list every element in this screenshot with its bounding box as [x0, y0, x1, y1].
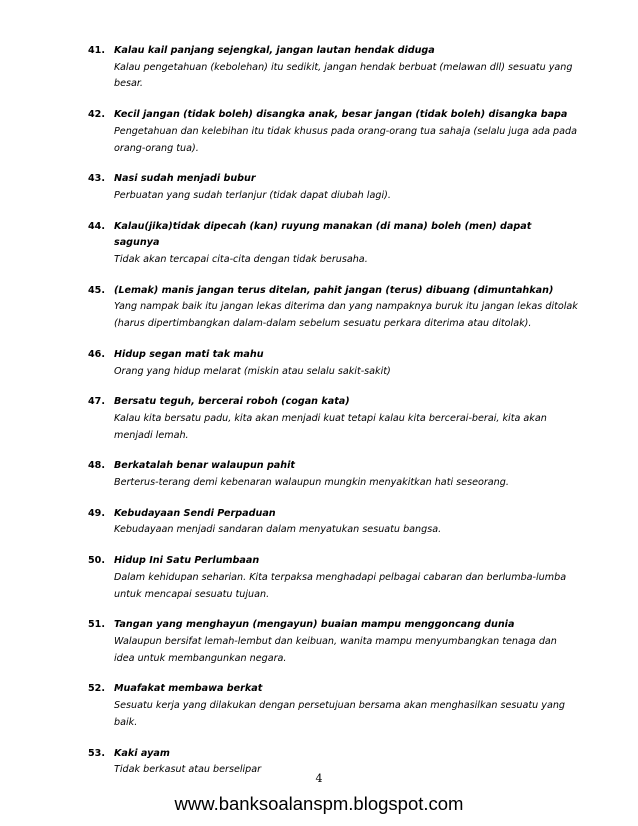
item-number: 41. — [88, 45, 105, 56]
proverb-meaning: Tidak akan tercapai cita-cita dengan tidak berusaha. — [114, 254, 368, 266]
item-number: 43. — [88, 173, 105, 185]
proverb-meaning: Berterus-terang demi kebenaran walaupun mungkin menyakitkan hati seseorang. — [114, 477, 509, 489]
list-item — [88, 617, 578, 667]
list-item — [88, 681, 578, 731]
website-footer: www.banksoalanspm.blogspot.com — [174, 793, 464, 814]
proverb-meaning: Kalau kita bersatu padu, kita akan menjadi kuat tetapi kalau kita bercerai-berai, kita akan menjadi lemah. — [114, 412, 547, 441]
proverb-title: Muafakat membawa berkat — [114, 683, 263, 695]
proverb-title: Nasi sudah menjadi bubur — [114, 173, 256, 185]
proverb-title: Hidup segan mati tak mahu — [114, 348, 264, 360]
proverb-title: Bersatu teguh, bercerai roboh (cogan kata) — [114, 396, 350, 408]
list-item — [88, 458, 578, 491]
item-number: 49. — [88, 507, 105, 519]
proverb-title: Kecil jangan (tidak boleh) disangka anak, besar jangan (tidak boleh) disangka bapa — [114, 109, 568, 121]
list-item — [88, 43, 578, 93]
proverb-meaning: Yang nampak baik itu jangan lekas diterima dan yang nampaknya buruk itu jangan lekas ditolak (harus dipertimbangkan dalam-dalam sebelum sesuatu perkara diterima atau ditolak). — [114, 301, 578, 330]
proverb-title: (Lemak) manis jangan terus ditelan, pahit jangan (terus) dibuang (dimuntahkan) — [114, 284, 554, 296]
proverb-title: Kaki ayam — [114, 747, 170, 759]
item-number: 52. — [88, 683, 105, 695]
proverb-meaning: Sesuatu kerja yang dilakukan dengan persetujuan bersama akan menghasilkan sesuatu yang baik. — [114, 700, 565, 728]
proverb-meaning: Orang yang hidup melarat (miskin atau selalu sakit-sakit) — [114, 365, 391, 377]
list-item — [88, 553, 578, 603]
list-item — [88, 394, 578, 444]
proverb-title: Berkatalah benar walaupun pahit — [114, 460, 295, 472]
item-number: 50. — [88, 555, 105, 567]
proverb-title: Kebudayaan Sendi Perpaduan — [114, 507, 276, 519]
list-item — [88, 107, 578, 157]
item-number: 53. — [88, 747, 105, 759]
proverb-meaning: Perbuatan yang sudah terlanjur (tidak dapat diubah lagi). — [114, 189, 391, 201]
item-number: 42. — [88, 109, 105, 121]
proverb-meaning: Tidak berkasut atau berselipar — [114, 764, 262, 776]
proverb-meaning: Dalam kehidupan seharian. Kita terpaksa menghadapi pelbagai cabaran dan berlumba-lumba untuk mencapai sesuatu tujuan. — [114, 571, 567, 600]
list-item — [88, 283, 578, 333]
proverb-meaning: Kebudayaan menjadi sandaran dalam menyatukan sesuatu bangsa. — [114, 524, 442, 536]
list-item — [88, 219, 578, 269]
item-number: 51. — [88, 619, 105, 631]
proverb-list — [88, 43, 578, 793]
item-number: 48. — [88, 460, 105, 472]
proverb-meaning: Pengetahuan dan kelebihan itu tidak khusus pada orang-orang tua sahaja (selalu juga ada pada orang-orang tua). — [114, 125, 577, 154]
proverb-title: Hidup Ini Satu Perlumbaan — [114, 555, 260, 567]
proverb-meaning: Kalau pengetahuan (kebolehan) itu sedikit, jangan hendak berbuat (melawan dll) sesuatu yang besar. — [114, 61, 573, 90]
item-number: 47. — [88, 396, 105, 408]
proverb-title: Kalau(jika)tidak dipecah (kan) ruyung manakan (di mana) boleh (men) dapat sagunya — [114, 220, 532, 249]
proverb-title: Tangan yang menghayun (mengayun) buaian mampu menggoncang dunia — [114, 619, 515, 631]
item-number: 44. — [88, 220, 105, 232]
page-number: 4 — [315, 772, 323, 785]
list-item — [88, 171, 578, 204]
proverb-meaning: Walaupun bersifat lemah-lembut dan keibuan, wanita mampu menyumbangkan tenaga dan idea untuk membangunkan negara. — [114, 635, 557, 664]
list-item — [88, 347, 578, 380]
list-item — [88, 506, 578, 539]
item-number: 46. — [88, 348, 105, 360]
proverb-title: Kalau kail panjang sejengkal, jangan lautan hendak diduga — [114, 45, 435, 56]
item-number: 45. — [88, 284, 105, 296]
